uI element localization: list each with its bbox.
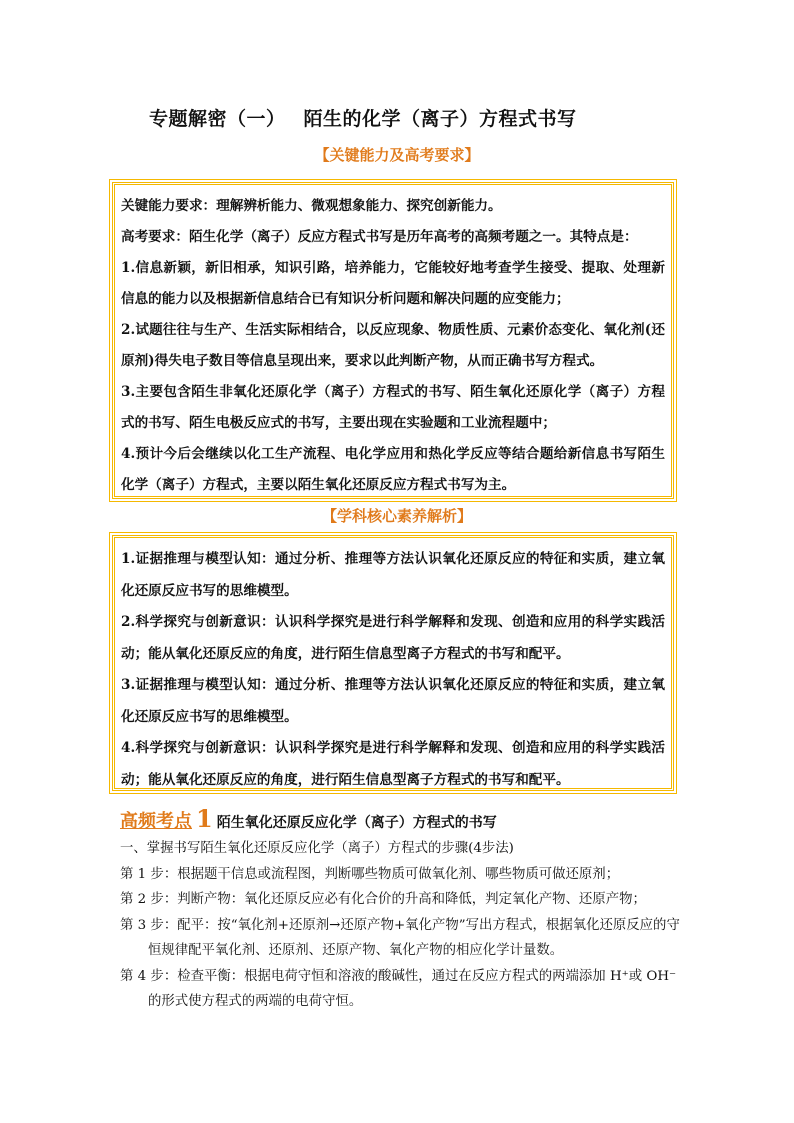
- key-abilities-box: [112, 182, 674, 499]
- kaodian-label: 高频考点: [120, 811, 192, 832]
- box1-line: 3.主要包含陌生非氧化还原化学（离子）方程式的书写、陌生氧化还原化学（离子）方程式的书写、陌生电极反应式的书写，主要出现在实验题和工业流程题中；: [121, 384, 665, 431]
- step-item: 第 2 步：判断产物：氧化还原反应必有化合价的升高和降低，判定氧化产物、还原产物；: [120, 892, 646, 907]
- title-part-2: 陌生的化学（离子）方程式书写: [303, 108, 577, 130]
- section-label-key-abilities: 【关键能力及高考要求】: [314, 146, 480, 164]
- box1-line: 关键能力要求：理解辨析能力、微观想象能力、探究创新能力。: [121, 198, 502, 214]
- page-title: [149, 104, 669, 131]
- box1-line: 2.试题往往与生产、生活实际相结合，以反应现象、物质性质、元素价态变化、氧化剂(还原剂)得失电子数目等信息呈现出来，要求以此判断产物，从而正确书写方程式。: [121, 322, 665, 369]
- kaodian-title: 陌生氧化还原反应化学（离子）方程式的书写: [216, 815, 497, 831]
- step-item: 第 4 步：检查平衡：根据电荷守恒和溶液的酸碱性，通过在反应方程式的两端添加 H⁺或 OH⁻的形式使方程式的两端的电荷守恒。: [120, 968, 677, 1009]
- title-part-1: 专题解密（一）: [149, 108, 286, 130]
- steps-list: [120, 836, 680, 1015]
- core-literacy-box: [112, 535, 674, 791]
- step-item: 第 3 步：配平：按“氧化剂+还原剂→还原产物+氧化产物”写出方程式，根据氧化还原反应的守恒规律配平氧化剂、还原剂、还原产物、氧化产物的相应化学计量数。: [120, 917, 680, 958]
- box2-line: 4.科学探究与创新意识：认识科学探究是进行科学解释和发现、创造和应用的科学实践活动；能从氧化还原反应的角度，进行陌生信息型离子方程式的书写和配平。: [121, 740, 665, 788]
- kaodian-heading: [120, 804, 497, 833]
- kaodian-number: 1: [196, 804, 213, 833]
- box2-line: 1.证据推理与模型认知：通过分析、推理等方法认识氧化还原反应的特征和实质，建立氧化还原反应书写的思维模型。: [121, 551, 665, 599]
- step-intro: 一、掌握书写陌生氧化还原反应化学（离子）方程式的步骤(4步法): [120, 841, 514, 856]
- section-label-core-literacy: 【学科核心素养解析】: [321, 507, 472, 525]
- box1-line: 1.信息新颖，新旧相承，知识引路，培养能力，它能较好地考查学生接受、提取、处理新信息的能力以及根据新信息结合已有知识分析问题和解决问题的应变能力；: [121, 260, 665, 307]
- box2-line: 3.证据推理与模型认知：通过分析、推理等方法认识氧化还原反应的特征和实质，建立氧化还原反应书写的思维模型。: [121, 677, 665, 725]
- step-item: 第 1 步：根据题干信息或流程图，判断哪些物质可做氧化剂、哪些物质可做还原剂；: [120, 866, 620, 882]
- box2-line: 2.科学探究与创新意识：认识科学探究是进行科学解释和发现、创造和应用的科学实践活动；能从氧化还原反应的角度，进行陌生信息型离子方程式的书写和配平。: [121, 614, 665, 662]
- box1-line: 高考要求：陌生化学（离子）反应方程式书写是历年高考的高频考题之一。其特点是：: [121, 229, 638, 245]
- box1-line: 4.预计今后会继续以化工生产流程、电化学应用和热化学反应等结合题给新信息书写陌生化学（离子）方程式，主要以陌生氧化还原反应方程式书写为主。: [121, 446, 665, 493]
